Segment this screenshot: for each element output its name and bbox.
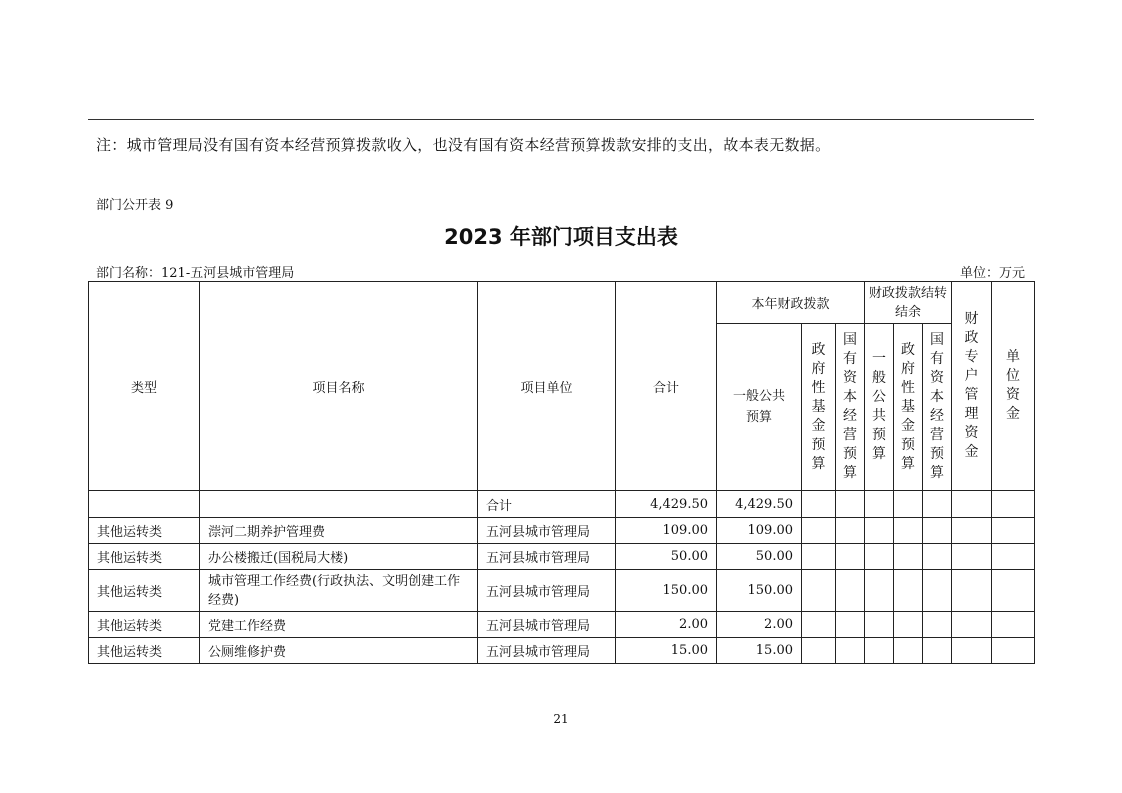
cell-empty [952,544,992,570]
cell-empty [923,638,952,664]
table-row [89,638,1035,664]
table-row [89,544,1035,570]
cell-empty [802,491,836,518]
table-number: 部门公开表 9 [96,198,174,213]
cell-empty [923,612,952,638]
cell-empty [952,570,992,612]
cell-empty [802,544,836,570]
cell-empty [836,491,865,518]
header-type: 类型 [89,282,200,491]
row-project-unit: 五河县城市管理局 [478,570,616,612]
cell-empty [865,612,894,638]
cell-empty [836,544,865,570]
department-name: 部门名称：121-五河县城市管理局 [96,266,295,281]
cell-empty [836,612,865,638]
header-current-year: 本年财政拨款 [717,282,865,324]
header-carryover-general: 一般公共预算 [865,324,894,491]
cell-empty [836,638,865,664]
row-total: 150.00 [616,570,717,612]
cell-empty [865,491,894,518]
cell-empty [802,518,836,544]
cell-empty [894,638,923,664]
cell-empty [865,544,894,570]
cell-empty [894,518,923,544]
row-general: 150.00 [717,570,802,612]
header-state-capital: 国有资本经营预算 [836,324,865,491]
cell-empty [923,491,952,518]
row-project-name: 党建工作经费 [200,612,478,638]
header-total: 合计 [616,282,717,491]
cell-empty [802,612,836,638]
cell-empty [952,638,992,664]
row-type: 其他运转类 [89,570,200,612]
row-type: 其他运转类 [89,612,200,638]
header-unit-funds: 单位资金 [992,282,1035,491]
cell-empty [923,518,952,544]
table-row [89,518,1035,544]
total-amount: 4,429.50 [616,491,717,518]
cell-empty [865,638,894,664]
cell-empty [802,638,836,664]
cell-empty [992,491,1035,518]
header-project-name: 项目名称 [200,282,478,491]
project-expenditure-table [88,281,1035,664]
page-title: 2023 年部门项目支出表 [444,225,678,249]
cell-empty [992,638,1035,664]
cell-empty [992,518,1035,544]
header-general-budget: 一般公共预算 [717,324,802,491]
row-general: 15.00 [717,638,802,664]
row-general: 2.00 [717,612,802,638]
row-project-name: 办公楼搬迁(国税局大楼) [200,544,478,570]
cell-empty [952,612,992,638]
cell-empty [992,612,1035,638]
cell-empty [894,544,923,570]
note-text: 注：城市管理局没有国有资本经营预算拨款收入，也没有国有资本经营预算拨款安排的支出，故本表无数据。 [96,136,831,154]
unit-label: 单位：万元 [960,266,1026,281]
cell-empty [836,570,865,612]
cell-empty [992,570,1035,612]
row-type: 其他运转类 [89,518,200,544]
row-type: 其他运转类 [89,544,200,570]
table-row [89,570,1035,612]
row-type: 其他运转类 [89,638,200,664]
cell-empty [802,570,836,612]
cell-empty [865,570,894,612]
cell-empty [923,570,952,612]
cell-empty [865,518,894,544]
cell-empty [894,491,923,518]
cell-empty [200,491,478,518]
header-special-account: 财政专户管理资金 [952,282,992,491]
page-number: 21 [553,712,569,726]
total-label: 合计 [478,491,616,518]
row-project-unit: 五河县城市管理局 [478,518,616,544]
row-project-unit: 五河县城市管理局 [478,638,616,664]
cell-empty [992,544,1035,570]
cell-empty [89,491,200,518]
row-total: 15.00 [616,638,717,664]
row-project-unit: 五河县城市管理局 [478,544,616,570]
header-carryover-gov-fund: 政府性基金预算 [894,324,923,491]
row-project-unit: 五河县城市管理局 [478,612,616,638]
cell-empty [952,491,992,518]
row-project-name: 城市管理工作经费(行政执法、文明创建工作经费) [200,570,478,612]
row-total: 2.00 [616,612,717,638]
top-rule [88,119,1034,120]
header-gov-fund: 政府性基金预算 [802,324,836,491]
header-carryover: 财政拨款结转结余 [865,282,952,324]
cell-empty [836,518,865,544]
row-project-name: 漴河二期养护管理费 [200,518,478,544]
header-carryover-state-capital: 国有资本经营预算 [923,324,952,491]
row-general: 109.00 [717,518,802,544]
cell-empty [952,518,992,544]
table-row [89,612,1035,638]
cell-empty [923,544,952,570]
row-total: 50.00 [616,544,717,570]
header-project-unit: 项目单位 [478,282,616,491]
cell-empty [894,612,923,638]
total-general: 4,429.50 [717,491,802,518]
row-total: 109.00 [616,518,717,544]
cell-empty [894,570,923,612]
total-row [89,491,1035,518]
row-project-name: 公厕维修护费 [200,638,478,664]
row-general: 50.00 [717,544,802,570]
